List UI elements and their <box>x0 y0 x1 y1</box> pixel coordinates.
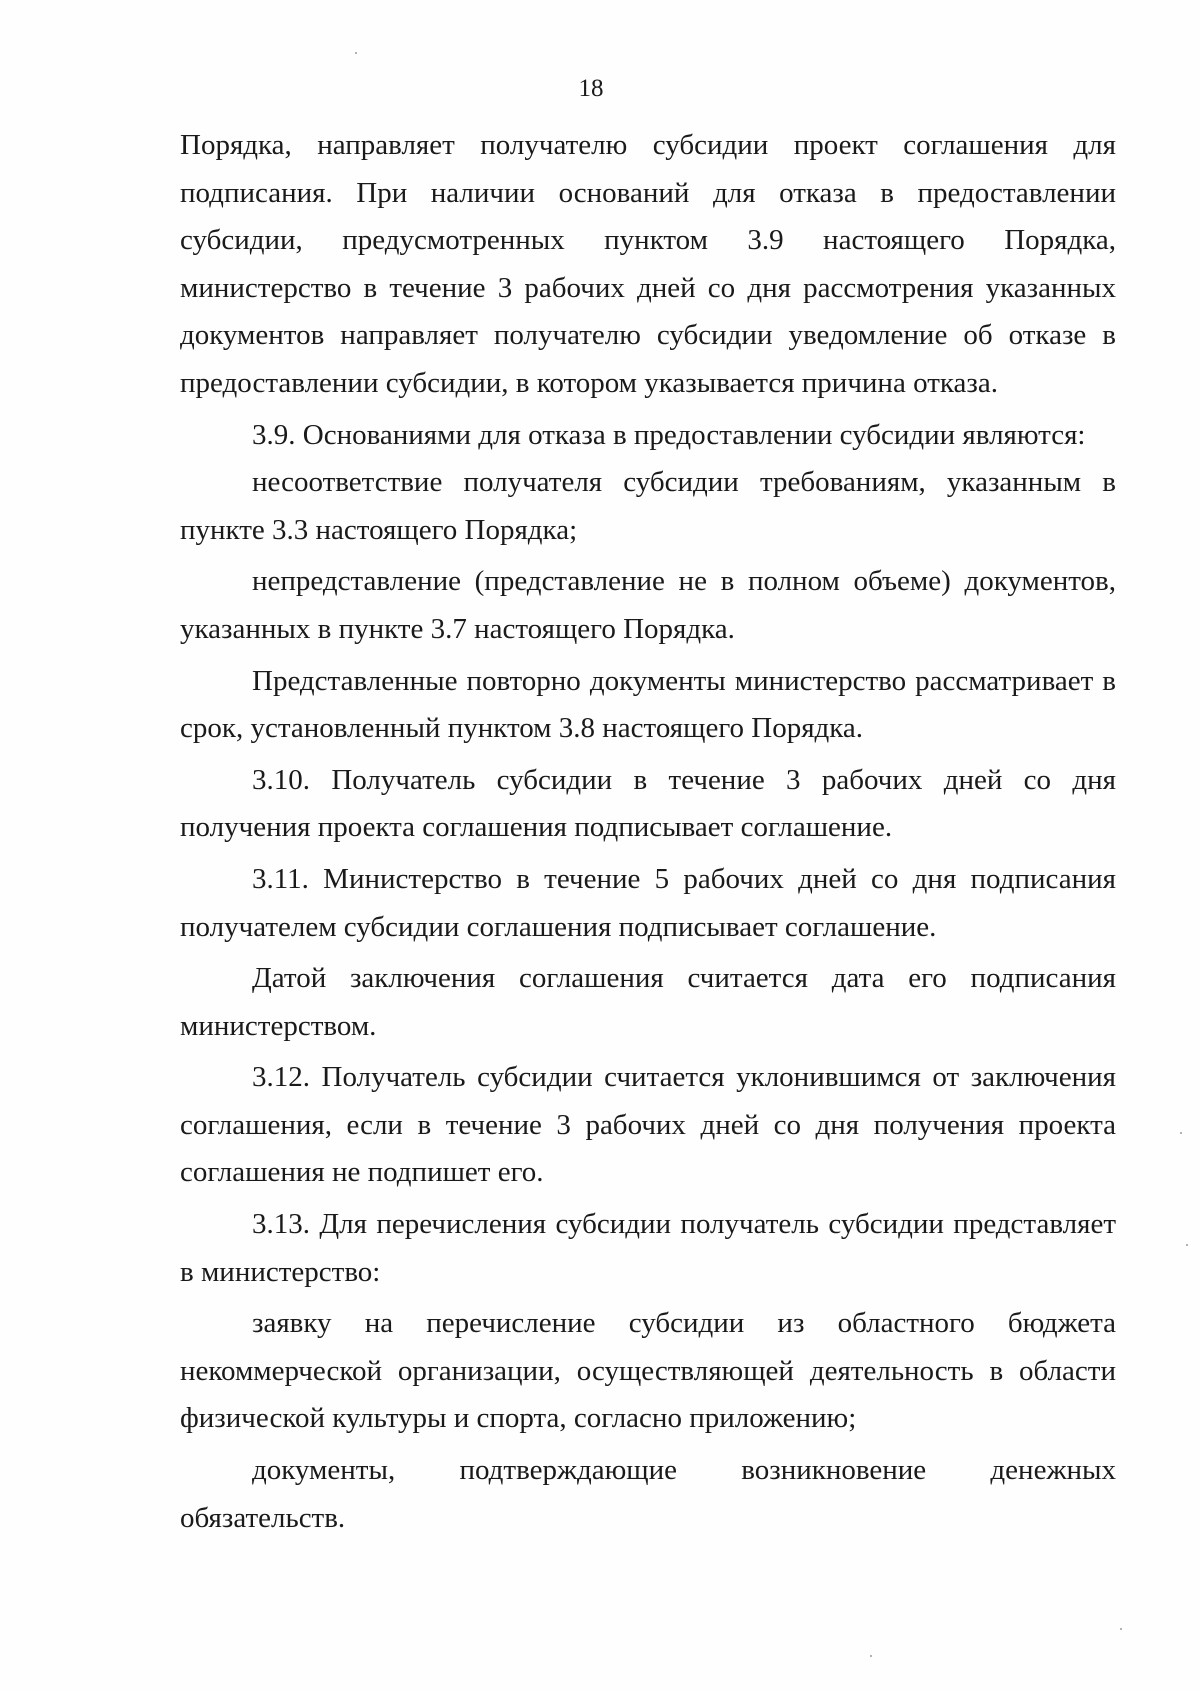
paragraph-continuation: Порядка, направляет получателю субсидии проект соглашения для подписания. При наличии оснований для отказа в предоставлении субсидии, предусмотренных пунктом 3.9 настоящего Порядка, министерство в течение 3 рабочих дней со дня рассмотрения указанных документов направляет получателю субсидии уведомление об отказе в предоставлении субсидии, в котором указывается причина отказа. <box>180 129 1116 399</box>
paragraph-conclusion-date: Датой заключения соглашения считается дата его подписания министерством. <box>180 962 1116 1042</box>
paragraph-application: заявку на перечисление субсидии из областного бюджета некоммерческой организации, осуществляющей деятельность в области физической культуры и спорта, согласно приложению; <box>180 1307 1116 1435</box>
scan-speck <box>1120 1628 1122 1630</box>
paragraph-reason-2: непредставление (представление не в полном объеме) документов, указанных в пункте 3.7 настоящего Порядка. <box>180 565 1116 645</box>
paragraph-resubmission: Представленные повторно документы министерство рассматривает в срок, установленный пунктом 3.8 настоящего Порядка. <box>180 664 1116 745</box>
scan-speck <box>870 1655 872 1657</box>
scan-speck <box>1186 1244 1188 1246</box>
page-number: 18 <box>578 75 604 102</box>
scan-speck <box>1180 1132 1182 1134</box>
paragraph-3-9-heading: 3.9. Основаниями для отказа в предоставлении субсидии являются: <box>252 418 1086 451</box>
paragraph-3-12: 3.12. Получатель субсидии считается уклонившимся от заключения соглашения, если в течение 3 рабочих дней со дня получения проекта соглашения не подпишет его. <box>180 1061 1116 1189</box>
paragraph-3-11: 3.11. Министерство в течение 5 рабочих дней со дня подписания получателем субсидии соглашения подписывает соглашение. <box>180 862 1116 943</box>
paragraph-3-13: 3.13. Для перечисления субсидии получатель субсидии представляет в министерство: <box>180 1208 1116 1288</box>
scan-speck <box>355 52 357 54</box>
paragraph-reason-1: несоответствие получателя субсидии требованиям, указанным в пункте 3.3 настоящего Порядка; <box>180 466 1116 546</box>
paragraph-3-10: 3.10. Получатель субсидии в течение 3 рабочих дней со дня получения проекта соглашения подписывает соглашение. <box>180 763 1116 844</box>
paragraph-documents: документы, подтверждающие возникновение денежных обязательств. <box>180 1454 1116 1534</box>
document-body <box>180 122 1116 1542</box>
